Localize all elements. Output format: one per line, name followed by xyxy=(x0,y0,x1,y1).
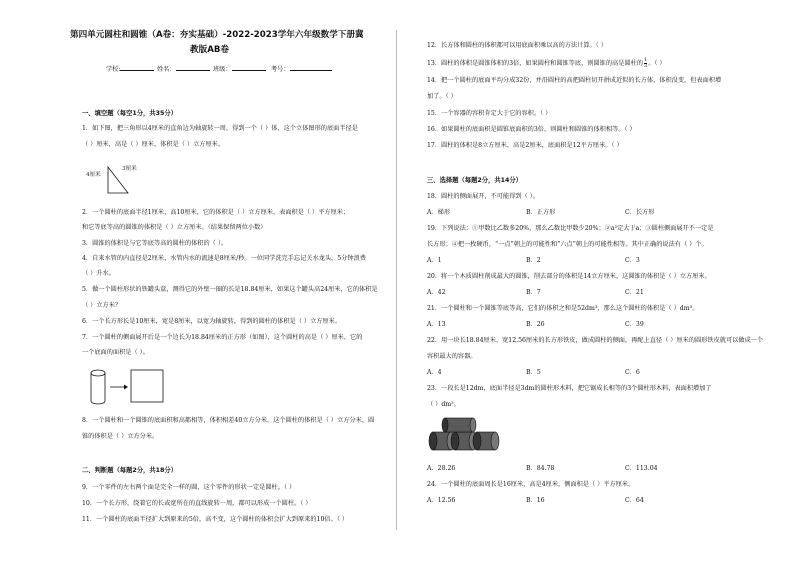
q24: 24．一个圆柱的底面周长是16厘米，高是4厘米，侧面积是（ ）平方厘米。 xyxy=(427,481,635,488)
q24-option-c: C．64 xyxy=(625,497,644,504)
log-pieces-figure xyxy=(431,416,503,454)
q4-line-1: 4．自来水管的内直径是2厘米，水管内水的流速是8厘米/秒。一位同学洗完手忘记关水龙头，5分钟浪费 xyxy=(82,255,366,262)
q2-line-2: 和它等底等高的圆锥的体积是（ ）立方厘米。（结果保留两位小数） xyxy=(82,224,267,231)
q12: 12．长方体和圆柱的体积都可以用底面积乘以高的方法计算。（ ） xyxy=(427,42,607,49)
q5-line-1: 5．做一个圆柱形状的铁罐头盒，测得它的外壁一圈的长是18.84厘米，如果这个罐头高24厘米，它的体积是 xyxy=(82,286,378,293)
field-exam-no: 考号： xyxy=(271,63,332,74)
triangle-label-base: 3厘米 xyxy=(122,166,137,172)
q14-line-1: 14．把一个圆柱的底面平均分成32份，并沿圆柱的高把圆柱切开拼成近似的长方体，体积没变，但表面积增 xyxy=(427,77,722,84)
q21-option-b: B．26 xyxy=(526,321,545,328)
title-line-1: 第四单元圆柱和圆锥（A卷：夯实基础）-2022-2023学年六年级数学下册冀 xyxy=(70,30,364,40)
q20-option-a: A．42 xyxy=(427,289,446,296)
q22-line-2: 容积最大的容器。 xyxy=(427,353,477,360)
q19-line-1: 19．下列说法：①甲数比乙数多20%，那么乙数比甲数少20%；②a²定大于a；③圆柱侧面展开不一定是 xyxy=(427,225,714,232)
q21: 21．一个圆柱和一个圆锥等底等高，它们的体积之和是52dm³，那么这个圆柱的体积是（ ）dm³。 xyxy=(427,305,699,312)
q24-option-b: B．16 xyxy=(526,497,545,504)
q23-line-1: 23．一段长是12dm，底面半径是3dm的圆柱形木料，把它锯成长相等的3个圆柱形木料，表面积增加了 xyxy=(427,385,712,392)
q8-line-2: 锥的体积是（ ）立方分米。 xyxy=(82,433,159,440)
q18-option-c: C．长方形 xyxy=(625,209,655,216)
q8-line-1: 8．一个圆柱和一个圆锥的底面积和高都相等，体积相差40立方分米，这个圆柱的体积是（ ）立方分米，圆 xyxy=(82,417,375,424)
field-class: 班级： xyxy=(213,63,266,74)
triangle-label-height: 4厘米 xyxy=(86,172,101,178)
q20-option-c: C．21 xyxy=(625,289,644,296)
q19-option-b: B．2 xyxy=(526,257,541,264)
q21-option-a: A．13 xyxy=(427,321,446,328)
q9: 9．一个零件的左右两个面是完全一样的圆，这个零件的形状一定是圆柱。（ ） xyxy=(82,484,296,491)
q14-line-2: 加了。（ ） xyxy=(427,93,457,100)
q19-line-2: 长方形；④把一枚硬币，“一点”朝上的可能性和“六点”朝上的可能性相等。其中正确的说法有（ ）个。 xyxy=(427,241,708,248)
q15: 15．一个容器的容积肯定大于它的容积。（ ） xyxy=(427,110,552,117)
q19-option-a: A．1 xyxy=(427,257,442,264)
q10: 10．一个长方形，绕着它的长或宽所在的直线旋转一周，都可以形成一个圆柱。（ ） xyxy=(82,500,312,507)
cylinder-to-square-figure xyxy=(88,368,168,408)
q11: 11．一个圆柱的底面半径扩大到原来的5倍，高不变，这个圆柱的体积会扩大到原来的10倍。（ ） xyxy=(82,516,349,523)
q2-line-1: 2．一个圆柱的底面半径1厘米，高10厘米，它的体积是（ ）立方厘米，表面积是（ ）平方厘米； xyxy=(82,209,350,216)
q23-option-a: A．28.26 xyxy=(427,465,456,472)
q22-option-b: B．5 xyxy=(526,369,541,376)
q22-option-a: A．4 xyxy=(427,369,442,376)
q5-line-2: （ ）立方米？ xyxy=(82,302,122,309)
q23-option-c: C．113.04 xyxy=(625,465,658,472)
q22-line-1: 22．用一块长18.84厘米、宽12.56厘米的长方形铁皮，做成圆柱的侧面，再配上直径（ ）厘米的圆形铁皮就可以做成一个 xyxy=(427,337,764,344)
q21-option-c: C．39 xyxy=(625,321,644,328)
q1-line-2: （ ）厘米，高是（ ）厘米，体积是（ ）立方厘米。 xyxy=(82,141,225,148)
q4-line-2: （ ）升水。 xyxy=(82,270,115,277)
q6: 6．一个长方形长是10厘米，宽是8厘米，以宽为轴旋转，得到的圆柱的体积是（ ）立方厘米。 xyxy=(82,318,342,325)
q1-line-1: 1．如下图，把三角形以4厘米的直角边为轴旋转一周，得到一个（ ）体，这个立体图形的底面半径是 xyxy=(82,125,358,132)
q18: 18．圆柱的侧面展开，不可能得到（ ）。 xyxy=(427,193,539,200)
q20: 20．将一个木质圆柱削成最大的圆锥，削去部分的体积是14立方厘米，这圆锥的体积是（ ）立方厘米。 xyxy=(427,273,711,280)
q7-line-2: 一个底面的面积是（ ）。 xyxy=(82,349,149,356)
q16: 16．如果圆柱的底面积是圆锥底面积的3倍，则圆柱和圆锥的体积相等。（ ） xyxy=(427,126,636,133)
q20-option-b: B．7 xyxy=(526,289,541,296)
section-2-title: 二、判断题（每题2分，共18分） xyxy=(82,467,178,474)
q24-option-a: A．12.56 xyxy=(427,497,456,504)
q22-option-c: C．6 xyxy=(625,369,640,376)
q3: 3．圆锥的体积是与它等底等高的圆柱的体积的（ ）。 xyxy=(82,240,228,247)
q13: 13．圆柱的体积是圆锥体积的3倍，如果圆柱和圆锥等底，则圆锥的高是圆柱的 $\frac{1}{3}$ 。（ ） xyxy=(427,57,666,69)
q23-line-2: （ ）dm²。 xyxy=(427,401,460,408)
right-page xyxy=(397,0,794,562)
q18-option-b: B．正方形 xyxy=(526,209,556,216)
q18-option-a: A．梯形 xyxy=(427,209,451,216)
q23-option-b: B．84.78 xyxy=(526,465,555,472)
q19-option-c: C．3 xyxy=(625,257,640,264)
q7-line-1: 7．一个圆柱的侧面展开后是一个边长为18.84厘米的正方形（如图），这个圆柱的高是（ ）厘米，它的 xyxy=(82,334,363,341)
section-1-title: 一、填空题（每空1分，共35分） xyxy=(82,110,178,117)
title-line-2: 教版AB卷 xyxy=(190,45,229,55)
section-3-title: 三、选择题（每题2分，共14分） xyxy=(427,177,523,184)
field-school: 学校: xyxy=(106,63,154,74)
field-name: 姓名： xyxy=(157,63,210,74)
q17: 17．圆柱的体积是8立方厘米，高是2厘米，底面积是12平方厘米。（ ） xyxy=(427,142,623,149)
